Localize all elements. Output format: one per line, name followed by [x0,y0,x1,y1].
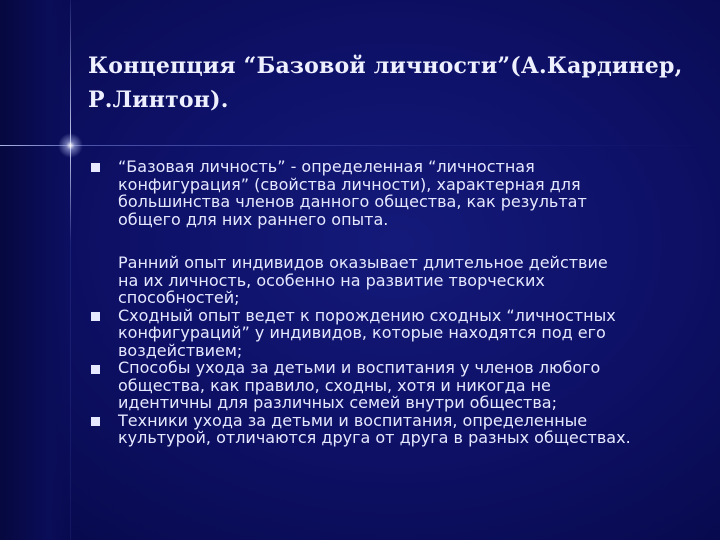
paragraph-line: на их личность, особенно на развитие творческих [118,270,545,290]
paragraph-line: большинства членов данного общества, как результат [118,192,587,211]
left-decorative-band [0,0,70,540]
paragraph-line: Способы ухода за детьми и воспитания у членов любого [118,358,601,377]
paragraph-line: культурой, отличаются друга от друга в разных обществах. [118,428,631,447]
paragraph-line: Ранний опыт индивидов оказывает длительное действие [118,253,608,272]
paragraph-line: способностей; [118,288,240,307]
title-line: Концепция “Базовой личности”(А.Кардинер, [88,53,683,79]
paragraph-line: общества, как правило, сходны, хотя и никогда не [118,375,551,395]
slide-title [88,49,688,117]
title-line: Р.Линтон). [88,87,229,113]
square-bullet-icon [91,312,100,321]
sparkle-decoration [58,133,83,158]
paragraph-line: конфигураций” у индивидов, которые находятся под его [118,323,606,342]
square-bullet-icon [91,163,100,172]
vertical-rule [70,0,71,540]
square-bullet-icon [91,417,100,426]
paragraph-line: конфигурация” (свойства личности), характерная для [118,174,581,194]
bullet-block-2 [88,254,688,447]
paragraph-line: “Базовая личность” - определенная “личностная [118,157,535,176]
paragraph-line: Сходный опыт ведет к порождению сходных “личностных [118,305,616,325]
paragraph-line: общего для них раннего опыта. [118,209,389,229]
square-bullet-icon [91,365,100,374]
paragraph-line: воздействием; [118,340,243,360]
paragraph-line: Техники ухода за детьми и воспитания, определенные [118,410,588,430]
slide-body [88,158,688,447]
bullet-block-1 [88,158,688,228]
horizontal-rule [0,145,720,146]
paragraph-line: идентичны для различных семей внутри общества; [118,393,557,412]
